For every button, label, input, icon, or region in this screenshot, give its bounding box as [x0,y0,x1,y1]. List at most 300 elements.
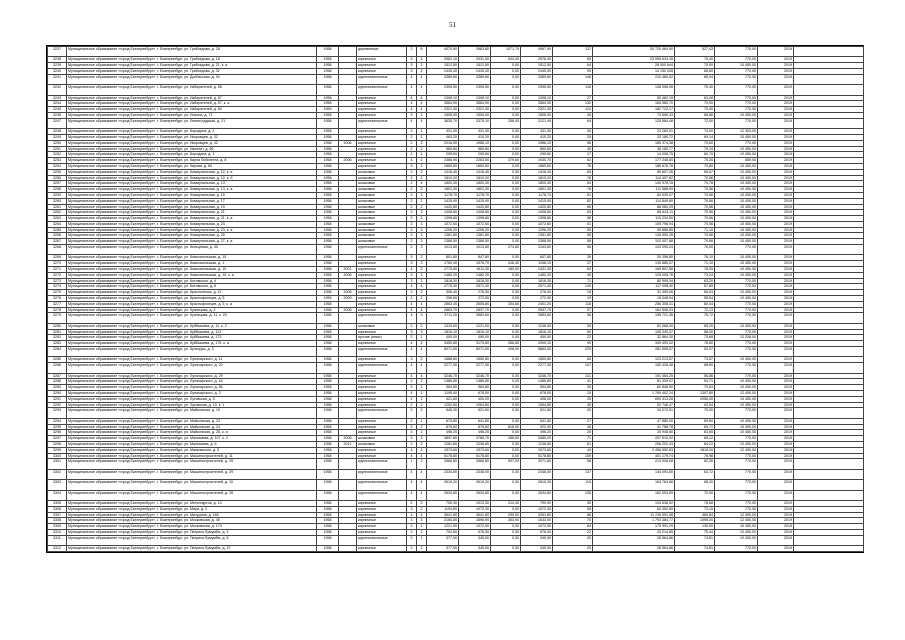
cell-common: 1415,90 [521,198,553,204]
cell-owner: Муниципальное образование «город Екатеринбург», г. Екатеринбург, ул. Котовского, д. 8 [67,284,317,290]
cell-owner: Муниципальное образование «город Екатеринбург», г. Екатеринбург, ул. Луговская, д. 5 [67,396,317,402]
cell-residents: 41 788,78 [593,424,675,430]
cell-nonliving: 0,00 [491,134,521,140]
cell-residents: 105 798,94 [593,221,675,227]
table-row [48,347,864,357]
cell-residents: 2 456 550,83 [593,447,675,453]
cell-yearplan: 2019 [758,402,794,408]
cell-flats: 56 [553,140,593,146]
cell-yearplan: 2019 [758,447,794,453]
cell-id: 3276 [48,296,67,302]
cell-cellar [339,408,357,418]
table-row [48,518,864,524]
cell-common: 1398,10 [521,95,553,101]
cell-floors: 2 [407,187,417,193]
cell-rate: 770,00 [715,436,758,442]
cell-area: 2321,30 [427,107,459,113]
cell-flats: 62 [553,198,593,204]
cell-id: 3270 [48,261,67,267]
cell-floors: 4 [407,447,417,453]
cell-price: 70,56 [675,233,715,239]
cell-year: 1958 [317,335,339,341]
cell-flats: 137 [553,47,593,57]
cell-common: 1512,50 [521,63,553,69]
cell-flats: 35 [553,500,593,506]
table-row [48,221,864,227]
cell-nonliving: 0,00 [491,63,521,69]
cell-nonliving: 0,00 [491,535,521,545]
cell-nonliving: 0,00 [491,313,521,323]
cell-empty [794,480,864,490]
table-row [48,129,864,135]
cell-entries: 4 [417,512,427,518]
cell-area: 296,60 [427,296,459,302]
cell-flats: 51 [553,192,593,198]
cell-id: 3257 [48,181,67,187]
cell-living: 431,30 [459,129,491,135]
cell-yearplan: 2019 [758,181,794,187]
cell-entries: 4 [417,95,427,101]
cell-cellar [339,469,357,479]
cell-yearplan: 2019 [758,390,794,396]
cell-rate: 10 450,00 [715,198,758,204]
cell-floors: 4 [407,363,417,373]
cell-cellar [339,245,357,255]
cell-yearplan: 2019 [758,506,794,512]
cell-floors: 2 [407,379,417,385]
cell-flats: 146 [553,74,593,84]
cell-common: 3583,60 [521,313,553,323]
cell-empty [794,313,864,323]
table-row [48,490,864,500]
cell-yearplan: 2019 [758,313,794,323]
cell-living: 1064,80 [459,402,491,408]
cell-yearplan: 2019 [758,480,794,490]
cell-nonliving: 0,00 [491,216,521,222]
cell-common: 2445,30 [521,68,553,74]
cell-year: 1958 [317,158,339,164]
cell-empty [794,363,864,373]
cell-flats: 25 [553,134,593,140]
cell-material: кирпичные [357,63,407,69]
cell-rate: 770,00 [715,284,758,290]
cell-entries: 4 [417,347,427,357]
cell-flats: 22 [553,335,593,341]
cell-year: 1958 [317,524,339,530]
cell-flats: 58 [553,459,593,469]
cell-flats: 15 [553,390,593,396]
cell-id: 3246 [48,112,67,118]
cell-nonliving: 0,00 [491,112,521,118]
cell-common: 678,00 [521,390,553,396]
cell-flats: 95 [553,341,593,347]
cell-residents: 136 500,28 [593,233,675,239]
cell-price: 70,78 [675,181,715,187]
cell-rate: 770,00 [715,546,758,552]
cell-material: кирпичные [357,447,407,453]
cell-id: 3264 [48,221,67,227]
cell-owner: Муниципальное образование «город Екатеринбург», г. Екатеринбург, ул. Коммунальная, д. 21 [67,210,317,216]
cell-rate: 12 450,00 [715,447,758,453]
cell-yearplan: 2019 [758,379,794,385]
cell-year: 1958 [317,233,339,239]
cell-nonliving: 258,40 [491,118,521,128]
cell-nonliving: 0,00 [491,129,521,135]
cell-nonliving: 0,00 [491,175,521,181]
cell-entries: 3 [417,210,427,216]
cell-nonliving: 286,50 [491,436,521,442]
cell-rate: 10 450,00 [715,441,758,447]
cell-living: 1072,60 [459,221,491,227]
cell-floors: 4 [407,85,417,95]
cell-material: кирпичные [357,95,407,101]
cell-price: 527,43 [675,47,715,57]
cell-yearplan: 2019 [758,267,794,273]
cell-year: 1958 [317,63,339,69]
cell-floors: 2 [407,290,417,296]
cell-residents: 47 880,00 [593,418,675,424]
cell-living: 964,80 [459,385,491,391]
table-row [48,335,864,341]
cell-material: кирпичные [357,255,407,261]
cell-yearplan: 2019 [758,239,794,245]
cell-price: 78,05 [675,267,715,273]
cell-cellar [339,85,357,95]
cell-rate: 10 450,00 [715,385,758,391]
cell-common: 345,90 [521,535,553,545]
cell-nonliving: 0,00 [491,272,521,278]
cell-common: 2578,40 [521,57,553,63]
cell-area: 560,60 [427,146,459,152]
cell-floors: 3 [407,63,417,69]
cell-owner: Муниципальное образование «город Екатеринбург», г. Екатеринбург, ул. Машиностроителей, д. 29 [67,459,317,469]
cell-area: 1688,80 [427,357,459,363]
cell-flats: 131 [553,373,593,379]
cell-residents: 11 745 591,98 [593,512,675,518]
cell-id: 3306 [48,506,67,512]
cell-floors: 4 [407,490,417,500]
cell-floors: 3 [407,278,417,284]
cell-nonliving: 208,00 [491,347,521,357]
cell-area: 1486,80 [427,379,459,385]
cell-cellar: 2006 [339,140,357,146]
cell-nonliving: 0,00 [491,221,521,227]
cell-flats: 66 [553,204,593,210]
cell-rate: 10 450,00 [715,146,758,152]
cell-common: 295,60 [521,152,553,158]
cell-residents: 80 995,34 [593,278,675,284]
cell-flats: 20 [553,408,593,418]
cell-yearplan: 2019 [758,436,794,442]
cell-residents: 52 746,47 [593,402,675,408]
cell-living: 1506,00 [459,112,491,118]
cell-owner: Муниципальное образование «город Екатеринбург», г. Екатеринбург, ул. Комсомольская, д. 10 [67,267,317,273]
cell-rate: 10 450,00 [715,418,758,424]
cell-price: 70,56 [675,192,715,198]
table-row [48,187,864,193]
cell-entries: 2 [417,441,427,447]
cell-area: 875,60 [427,424,459,430]
cell-empty [794,74,864,84]
cell-living: 3983,80 [459,47,491,57]
cell-owner: Муниципальное образование «город Екатеринбург», г. Екатеринбург, ул. Избирателей, д. 57, к. а [67,101,317,107]
cell-living: 1072,90 [459,524,491,530]
cell-price: 460,84 [675,512,715,518]
cell-flats: 137 [553,469,593,479]
cell-flats: 20 [553,546,593,552]
cell-price: 65,12 [675,436,715,442]
cell-common: 922,00 [521,424,553,430]
cell-residents: 84 939,07 [593,192,675,198]
cell-living: 1860,60 [459,163,491,169]
cell-residents: 50 462,15 [593,95,675,101]
table-row [48,469,864,479]
cell-material: крупнопанельные [357,74,407,84]
cell-flats: 130 [553,101,593,107]
cell-material: шлаковые [357,227,407,233]
cell-area: 2562,10 [427,57,459,63]
cell-material: кирпичные [357,296,407,302]
cell-price: 72,13 [675,307,715,313]
cell-nonliving: 0,00 [491,390,521,396]
cell-floors: 4 [407,158,417,164]
cell-entries: 1 [417,335,427,341]
cell-material: кирпичные [357,418,407,424]
cell-entries: 4 [417,490,427,500]
cell-living: 345,90 [459,535,491,545]
cell-owner: Муниципальное образование «город Екатеринбург», г. Екатеринбург, ул. Куйбышева, д. 173 [67,335,317,341]
cell-residents: 14 150 028 [593,68,675,74]
cell-flats: 25 [553,396,593,402]
cell-nonliving: 0,00 [491,373,521,379]
cell-flats: 58 [553,216,593,222]
cell-nonliving: 214,30 [491,500,521,506]
cell-id: 3259 [48,192,67,198]
table-row [48,290,864,296]
cell-living: 400,20 [459,396,491,402]
cell-flats: 19 [553,296,593,302]
cell-residents: 105 340,37 [593,329,675,335]
cell-id: 3242 [48,85,67,95]
cell-common: 1072,60 [521,221,553,227]
cell-floors: 3 [407,272,417,278]
cell-common: 2610,20 [521,480,553,490]
cell-common: 431,30 [521,129,553,135]
cell-flats: 107 [553,363,593,373]
cell-rate: 770,00 [715,459,758,469]
table-row [48,245,864,255]
cell-yearplan: 2019 [758,112,794,118]
cell-area: 377,90 [427,546,459,552]
cell-floors: 2 [407,47,417,57]
cell-residents: 33 189,72 [593,134,675,140]
cell-yearplan: 2019 [758,323,794,329]
cell-rate: 10 450,00 [715,63,758,69]
cell-empty [794,535,864,545]
cell-rate: 770,00 [715,118,758,128]
cell-id: 3251 [48,146,67,152]
cell-area: 1195,40 [427,390,459,396]
cell-area: 306,40 [427,290,459,296]
cell-cellar: 2008 [339,436,357,442]
cell-nonliving: 0,00 [491,101,521,107]
cell-residents: 23 260,01 [593,129,675,135]
cell-rate: 770,00 [715,480,758,490]
cell-price: 76,98 [675,453,715,459]
cell-living: 276,00 [459,290,491,296]
cell-rate: 770,00 [715,68,758,74]
cell-area: 1816,10 [427,329,459,335]
cell-living: 1800,30 [459,181,491,187]
cell-price: 70,56 [675,198,715,204]
cell-rate: 770,00 [715,329,758,335]
cell-living: 1072,30 [459,506,491,512]
table-row [48,216,864,222]
cell-nonliving: 0,00 [491,227,521,233]
cell-year: 1958 [317,134,339,140]
cell-entries: 2 [417,204,427,210]
cell-area: 2445,30 [427,68,459,74]
cell-rate: 770,00 [715,140,758,146]
cell-residents: 191 464,25 [593,373,675,379]
cell-year: 1958 [317,373,339,379]
cell-year: 1958 [317,459,339,469]
table-row [48,402,864,408]
cell-floors: 4 [407,307,417,313]
cell-flats: 46 [553,424,593,430]
cell-entries: 2 [417,506,427,512]
cell-price: 73,24 [675,272,715,278]
cell-flats: 35 [553,385,593,391]
cell-entries: 2 [417,255,427,261]
cell-common: 560,60 [521,146,553,152]
cell-floors: 2 [407,152,417,158]
cell-entries: 4 [417,469,427,479]
cell-common: 1398,80 [521,216,553,222]
cell-entries: 3 [417,261,427,267]
cell-area: 1800,30 [427,181,459,187]
cell-owner: Муниципальное образование «город Екатеринбург», г. Екатеринбург, ул. Майкопская, д. 28, к. а [67,430,317,436]
table-row [48,134,864,140]
cell-residents: 163 763,68 [593,480,675,490]
cell-year: 1958 [317,112,339,118]
cell-rate: 770,00 [715,408,758,418]
cell-rate: 12 450,00 [715,512,758,518]
cell-entries: 3 [417,163,427,169]
cell-material: кирпичные [357,512,407,518]
cell-living: 345,90 [459,546,491,552]
cell-price: 70,00 [675,63,715,69]
cell-common: 276,00 [521,290,553,296]
cell-area: 1368,50 [427,239,459,245]
cell-rate: 10 450,00 [715,227,758,233]
cell-owner: Муниципальное образование «город Екатеринбург», г. Екатеринбург, ул. Куйбышева, д. 175, к. а [67,341,317,347]
cell-material: кирпичные [357,424,407,430]
cell-living: 1013,30 [459,500,491,506]
cell-living: 2277,30 [459,363,491,373]
cell-common: 1482,20 [521,272,553,278]
cell-rate: 10 450,00 [715,267,758,273]
cell-owner: Муниципальное образование «город Екатеринбург», г. Екатеринбург, ул. Куйбышева, д. 11, к. 2 [67,323,317,329]
cell-nonliving: 0,00 [491,453,521,459]
cell-flats: 116 [553,85,593,95]
cell-yearplan: 2019 [758,146,794,152]
cell-id: 3294 [48,418,67,424]
cell-year: 1958 [317,210,339,216]
cell-year: 1958 [317,47,339,57]
cell-year: 1958 [317,379,339,385]
cell-residents: 81 339,47 [593,379,675,385]
cell-price: 70,56 [675,187,715,193]
cell-entries: 2 [417,146,427,152]
cell-id: 3252 [48,152,67,158]
cell-year: 1958 [317,436,339,442]
cell-id: 3237 [48,47,67,57]
cell-nonliving: 0,00 [491,307,521,313]
cell-floors: 3 [407,68,417,74]
cell-rate: 10 450,00 [715,430,758,436]
cell-id: 3266 [48,233,67,239]
cell-residents: 690 313,28 [593,396,675,402]
cell-residents: 28 500 644 [593,63,675,69]
cell-material: кирпичные [357,430,407,436]
cell-residents: 144 094,50 [593,469,675,479]
cell-floors: 2 [407,245,417,255]
table-row [48,357,864,363]
cell-common: 3121,40 [521,118,553,128]
cell-owner: Муниципальное образование «город Екатеринбург», г. Екатеринбург, ул. Коммунальная, д. 13 [67,181,317,187]
cell-common: 576,00 [521,529,553,535]
cell-id: 3280 [48,323,67,329]
cell-entries: 6 [417,47,427,57]
cell-living: 3375,10 [459,118,491,128]
cell-nonliving: 0,00 [491,255,521,261]
cell-rate: 770,00 [715,313,758,323]
cell-price: 71,10 [675,227,715,233]
cell-yearplan: 2019 [758,134,794,140]
cell-yearplan: 2019 [758,418,794,424]
cell-entries: 3 [417,233,427,239]
cell-id: 3310 [48,529,67,535]
cell-flats: 64 [553,181,593,187]
cell-living: 1236,80 [459,441,491,447]
cell-common: 5178,80 [521,453,553,459]
cell-living: 295,60 [459,152,491,158]
cell-common: 2321,30 [521,107,553,113]
table-row [48,204,864,210]
cell-common: 3480,20 [521,436,553,442]
cell-owner: Муниципальное образование «город Екатеринбург», г. Екатеринбург, ул. Луначарского, д. 56 [67,385,317,391]
cell-year: 1958 [317,163,339,169]
cell-common: 2395,50 [521,85,553,95]
cell-area: 3635,70 [427,118,459,128]
table-row [48,385,864,391]
cell-living: 1611,30 [459,267,491,273]
cell-price: 63,65 [675,430,715,436]
table-row [48,390,864,396]
cell-year: 1958 [317,192,339,198]
cell-common: 1408,60 [521,210,553,216]
cell-price: 73,80 [675,163,715,169]
cell-yearplan: 2019 [758,255,794,261]
cell-nonliving: 0,00 [491,204,521,210]
cell-living: 1512,50 [459,63,491,69]
cell-id: 3245 [48,107,67,113]
cell-year: 1958 [317,418,339,424]
cell-material: кирпичные [357,152,407,158]
cell-flats: 20 [553,535,593,545]
cell-material: кирпичные [357,267,407,273]
